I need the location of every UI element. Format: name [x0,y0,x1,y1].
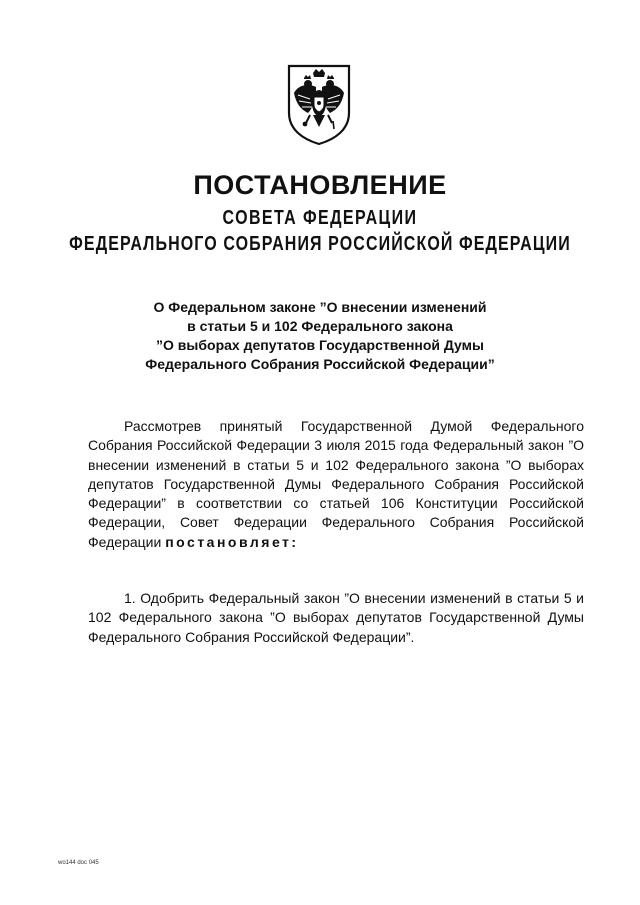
subject-line: ”О выборах депутатов Государственной Думы [156,337,484,353]
subject-line: О Федеральном законе ”О внесении изменений [153,299,487,315]
issuing-body-line-2: ФЕДЕРАЛЬНОГО СОБРАНИЯ РОССИЙСКОЙ ФЕДЕРАЦИИ [69,233,571,255]
subject-line: Федерального Собрания Российской Федерации” [145,356,495,372]
document-subject [60,298,580,374]
preamble-paragraph [88,417,584,552]
decree-word: постановляет: [165,533,299,550]
issuing-body-line-1: СОВЕТА ФЕДЕРАЦИИ [222,207,418,229]
item-1-paragraph [88,589,584,647]
document-title: ПОСТАНОВЛЕНИЕ [193,170,447,200]
subject-line: в статьи 5 и 102 Федерального закона [187,318,453,334]
preamble-text: Рассмотрев принятый Государственной Думой Федерального Собрания Российской Федерации 3 июля 2015 года Федеральный закон ”О внесении изменений в статьи 5 и 102 Федерального закона ”О выборах депутатов Государственной Думы Федерального Собрания Российской Федерации” в соответствии со статьей 106 Конституции Российской Федерации, Совет Федерации Федерального Собрания Российской Федерации [88,418,584,550]
document-footer-code: wo144 doc 045 [58,860,99,866]
item-1-text: 1. Одобрить Федеральный закон ”О внесении изменений в статьи 5 и 102 Федерального закона ”О выборах депутатов Государственной Думы Федерального Собрания Российской Федерации”. [88,590,584,645]
russian-coat-of-arms-icon [286,63,352,147]
